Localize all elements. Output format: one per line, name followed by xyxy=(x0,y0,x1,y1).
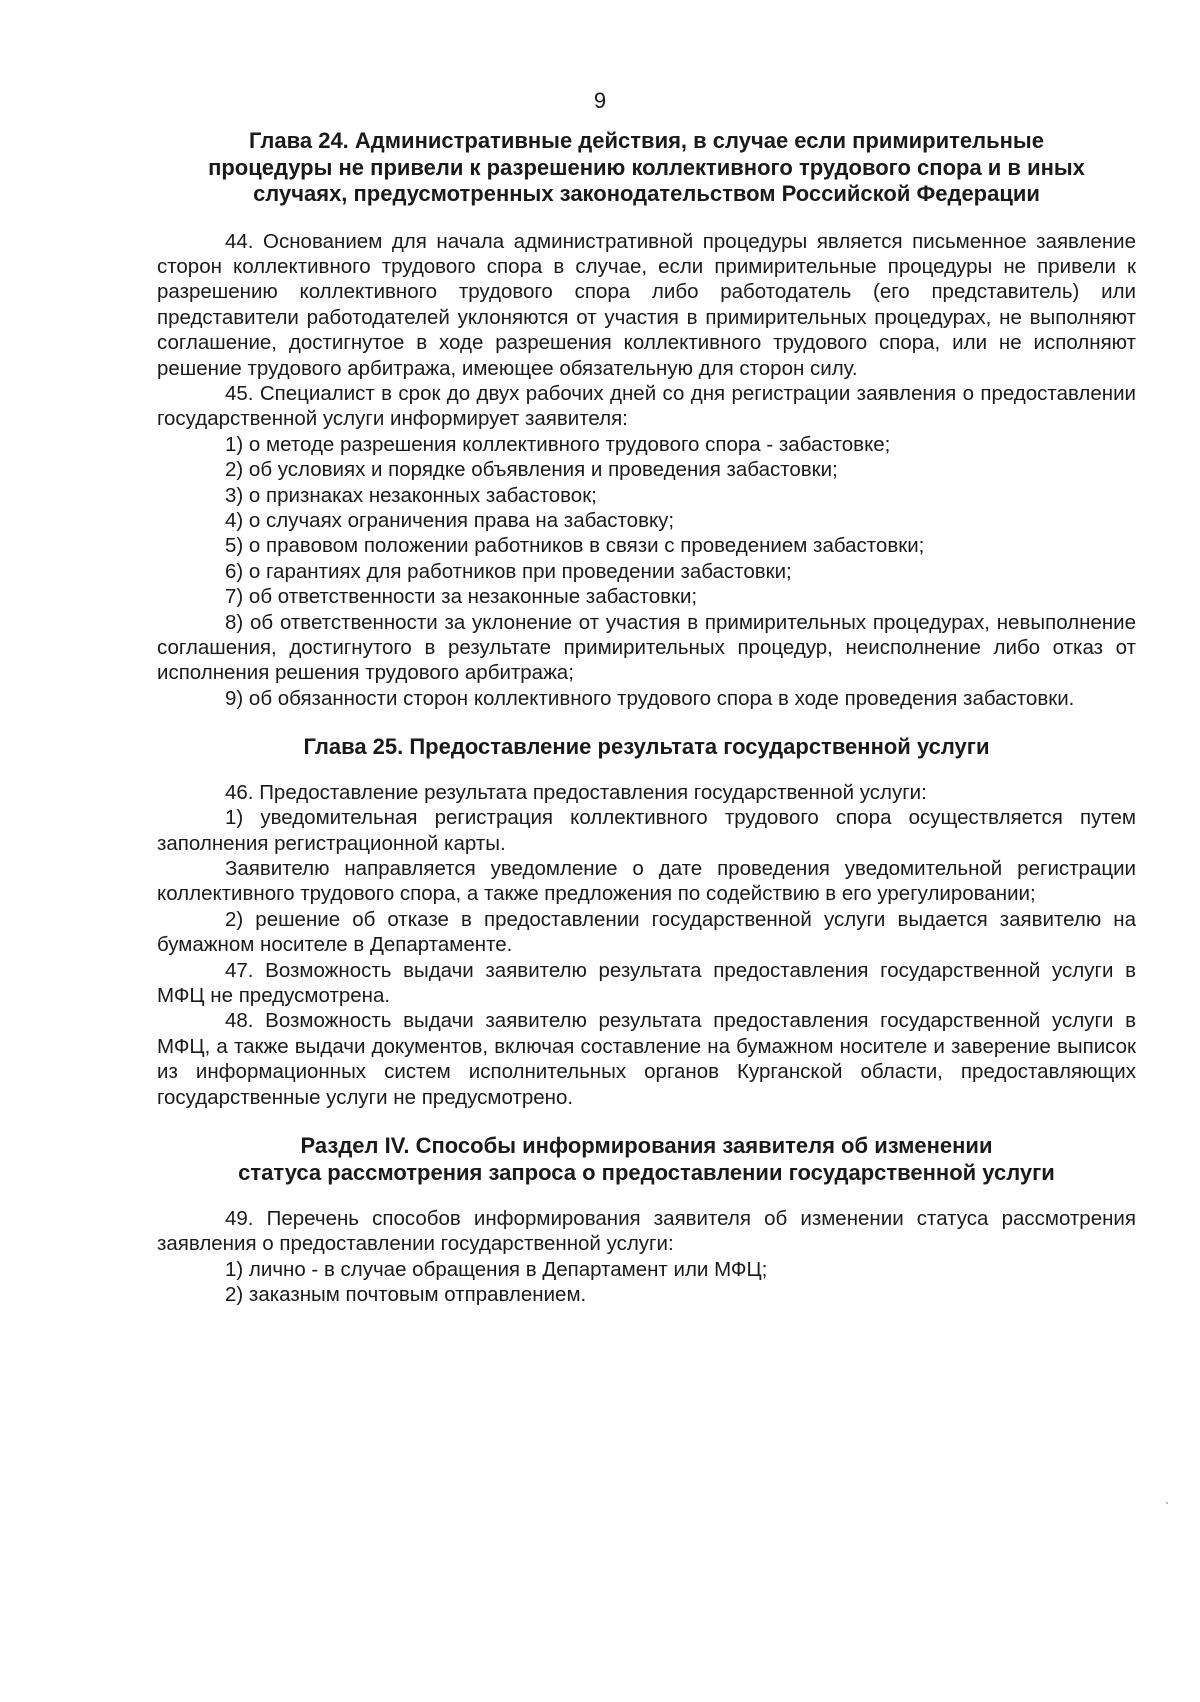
chapter-25-title: Глава 25. Предоставление результата государственной услуги xyxy=(303,734,990,760)
paragraph-49: 49. Перечень способов информирования заявителя об изменении статуса рассмотрения заявления о предоставлении государственной услуги: xyxy=(157,1207,1136,1256)
paragraph: Заявителю направляется уведомление о дате проведения уведомительной регистрации коллективного трудового спора, а также предложения по содействию в его урегулировании; xyxy=(157,856,1136,906)
list-item: 5) о правовом положении работников в связи с проведением забастовки; xyxy=(225,534,925,558)
list-item: 9) об обязанности сторон коллективного трудового спора в ходе проведения забастовки. xyxy=(225,686,1075,710)
list-item: 6) о гарантиях для работников при проведении забастовки; xyxy=(225,559,792,583)
list-item: 2) решение об отказе в предоставлении государственной услуги выдается заявителю на бумажном носителе в Департаменте. xyxy=(157,907,1136,957)
page-number: 9 xyxy=(593,88,607,113)
document-body xyxy=(157,128,1136,1308)
section-4-title xyxy=(157,1133,1136,1186)
chapter-24-title-line: процедуры не привели к разрешению коллективного трудового спора и в иных xyxy=(208,154,1085,180)
chapter-24-title-line: Глава 24. Административные действия, в случае если примирительные xyxy=(249,128,1044,153)
list-item: 3) о признаках незаконных забастовок; xyxy=(225,483,597,507)
section-4-title-line: Раздел IV. Способы информирования заявителя об изменении xyxy=(300,1133,993,1158)
list-item: 2) об условиях и порядке объявления и проведения забастовки; xyxy=(225,458,838,482)
list-item: 1) о методе разрешения коллективного трудового спора - забастовке; xyxy=(225,432,891,456)
list-item: 7) об ответственности за незаконные забастовки; xyxy=(225,585,698,609)
scan-speck xyxy=(1166,1502,1168,1504)
paragraph-46: 46. Предоставление результата предоставления государственной услуги: xyxy=(225,780,927,804)
chapter-24-title-line: случаях, предусмотренных законодательством Российской Федерации xyxy=(253,181,1040,206)
section-4-title-line: статуса рассмотрения запроса о предоставлении государственной услуги xyxy=(238,1159,1055,1185)
list-item: 1) лично - в случае обращения в Департамент или МФЦ; xyxy=(225,1257,768,1281)
paragraph-45: 45. Специалист в срок до двух рабочих дней со дня регистрации заявления о предоставлении государственной услуги информирует заявителя: xyxy=(157,381,1136,431)
paragraph-44: 44. Основанием для начала административной процедуры является письменное заявление сторон коллективного трудового спора в случае, если примирительные процедуры не привели к разрешению коллективного трудового спора либо работодатель (его представитель) или представители работодателей уклоняются от участия в примирительных процедурах, не выполняют соглашение, достигнутое в ходе разрешения коллективного трудового спора, или не исполняют решение трудового арбитража, имеющее обязательную для сторон силу. xyxy=(157,229,1136,380)
chapter-24-title xyxy=(157,128,1136,208)
paragraph-48: 48. Возможность выдачи заявителю результата предоставления государственной услуги в МФЦ, а также выдачи документов, включая составление на бумажном носителе и заверение выписок из информационных систем исполнительных органов Курганской области, предоставляющих государственные услуги не предусмотрено. xyxy=(157,1009,1136,1109)
paragraph-47: 47. Возможность выдачи заявителю результата предоставления государственной услуги в МФЦ не предусмотрена. xyxy=(157,958,1136,1007)
list-item: 8) об ответственности за уклонение от участия в примирительных процедурах, невыполнение соглашения, достигнутого в результате примирительных процедур, неисполнение либо отказ от исполнения решения трудового арбитража; xyxy=(157,610,1136,685)
list-item: 1) уведомительная регистрация коллективного трудового спора осуществляется путем заполнения регистрационной карты. xyxy=(157,806,1136,855)
list-item: 4) о случаях ограничения права на забастовку; xyxy=(225,508,675,532)
list-item: 2) заказным почтовым отправлением. xyxy=(225,1283,587,1307)
